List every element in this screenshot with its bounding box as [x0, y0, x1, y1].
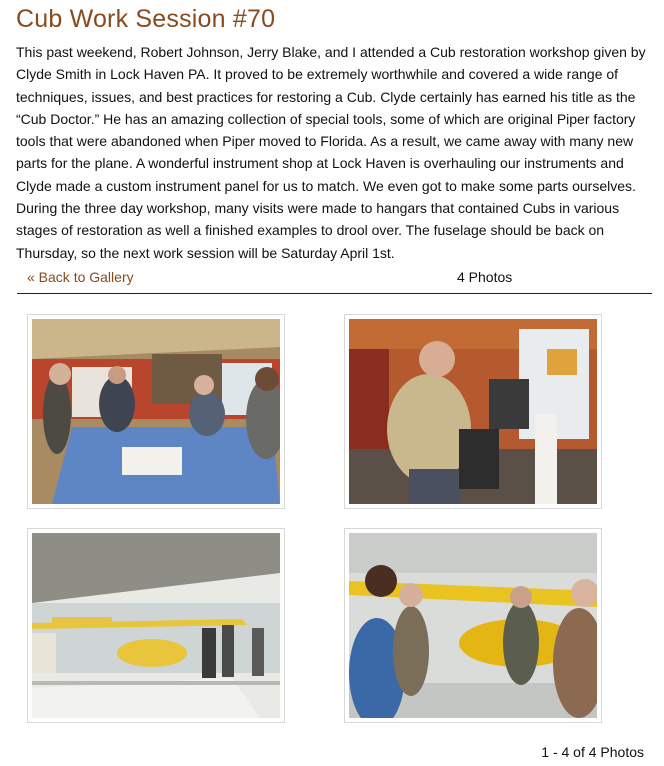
- photo-thumbnail-4[interactable]: [344, 528, 602, 723]
- man-with-tool-photo: [349, 319, 597, 504]
- photo-count: 4 Photos: [457, 269, 513, 285]
- page-title: Cub Work Session #70: [16, 5, 276, 33]
- gallery-nav-bar: [17, 262, 652, 294]
- pagination-count: 1 - 4 of 4 Photos: [541, 744, 644, 760]
- back-to-gallery-link[interactable]: « Back to Gallery: [27, 269, 134, 285]
- group-by-cub-photo: [349, 533, 597, 718]
- photo-thumbnail-3[interactable]: [27, 528, 285, 723]
- photo-thumbnail-2[interactable]: [344, 314, 602, 509]
- workshop-table-photo: [32, 319, 280, 504]
- session-description: This past weekend, Robert Johnson, Jerry Blake, and I attended a Cub restoration workshop given by Clyde Smith in Lock Haven PA. It proved to be extremely worthwhile and covered a wide range of techniques, issues, and best practices for restoring a Cub. Clyde certainly has earned his title as the “Cub Doctor.” He has an amazing collection of special tools, some of which are original Piper factory tools that were abandoned when Piper moved to Florida. As a result, we came away with many new parts for the plane. A wonderful instrument shop at Lock Haven is overhauling our instruments and Clyde made a custom instrument panel for us to match. We even got to make some parts ourselves. During the three day workshop, many visits were made to hangars that contained Cubs in various stages of restoration as well a finished examples to drool over. The fuselage should be back on Thursday, so the next work session will be Saturday April 1st.: [16, 44, 646, 261]
- hangar-cub-photo: [32, 533, 280, 718]
- photo-thumbnail-1[interactable]: [27, 314, 285, 509]
